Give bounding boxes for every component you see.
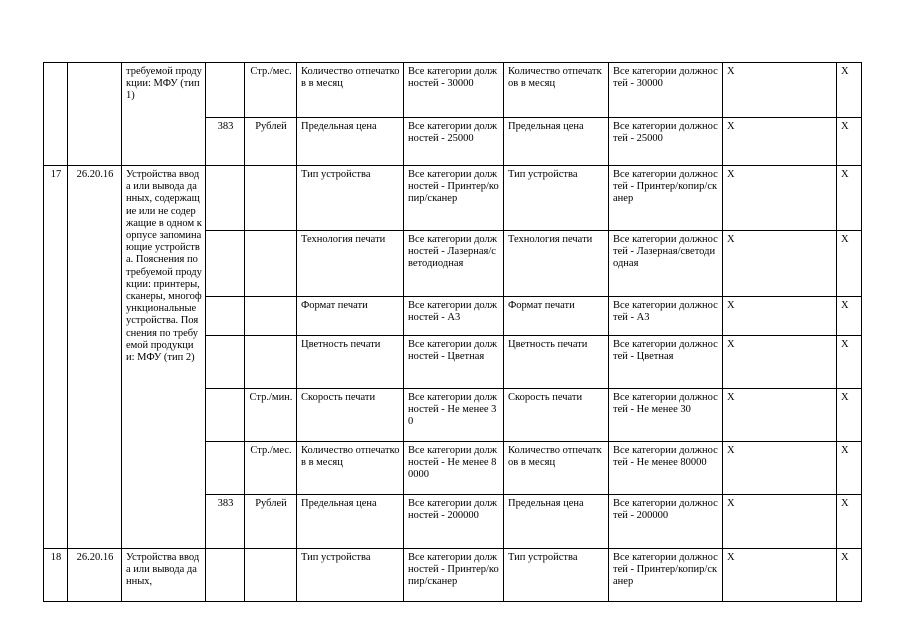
row-number-cell: 17	[44, 166, 68, 549]
approved-characteristic-name-cell: Формат печати	[504, 297, 609, 336]
table-row	[44, 166, 862, 231]
approved-characteristic-value-cell: Все категории должностей - Лазерная/светодиодная	[609, 231, 723, 297]
characteristic-name-cell: Количество отпечатков в месяц	[297, 442, 404, 495]
justification-cell: Х	[723, 166, 837, 231]
justification-cell: Х	[723, 63, 837, 118]
okei-code-cell	[206, 336, 245, 389]
product-description-cell: Устройства ввода или вывода данных, содержащие или не содержащие в одном корпусе запоминающие устройства. Пояснения по требуемой продукции: принтеры, сканеры, многофункциональные устройства. Пояснения по требуемой продукции: МФУ (тип 2)	[122, 166, 206, 549]
okei-code-cell	[206, 297, 245, 336]
table-row	[44, 549, 862, 602]
characteristic-value-cell: Все категории должностей - Цветная	[404, 336, 504, 389]
justification-cell: Х	[723, 297, 837, 336]
function-cell: Х	[837, 118, 862, 166]
approved-characteristic-value-cell: Все категории должностей - 30000	[609, 63, 723, 118]
justification-cell: Х	[723, 231, 837, 297]
unit-cell	[245, 336, 297, 389]
okpd2-code-cell: 26.20.16	[68, 166, 122, 549]
approved-characteristic-name-cell: Технология печати	[504, 231, 609, 297]
approved-characteristic-name-cell: Цветность печати	[504, 336, 609, 389]
approved-characteristic-name-cell: Предельная цена	[504, 495, 609, 549]
justification-cell: Х	[723, 549, 837, 602]
okei-code-cell	[206, 63, 245, 118]
characteristic-value-cell: Все категории должностей - Принтер/копир/сканер	[404, 549, 504, 602]
function-cell: Х	[837, 63, 862, 118]
characteristic-value-cell: Все категории должностей - Принтер/копир/сканер	[404, 166, 504, 231]
characteristic-name-cell: Цветность печати	[297, 336, 404, 389]
characteristic-value-cell: Все категории должностей - А3	[404, 297, 504, 336]
product-description-cell: требуемой продукции: МФУ (тип 1)	[122, 63, 206, 166]
characteristic-name-cell: Технология печати	[297, 231, 404, 297]
characteristic-name-cell: Скорость печати	[297, 389, 404, 442]
approved-characteristic-name-cell: Скорость печати	[504, 389, 609, 442]
okei-code-cell: 383	[206, 118, 245, 166]
characteristic-value-cell: Все категории должностей - Лазерная/светодиодная	[404, 231, 504, 297]
justification-cell: Х	[723, 336, 837, 389]
approved-characteristic-value-cell: Все категории должностей - А3	[609, 297, 723, 336]
unit-cell	[245, 166, 297, 231]
unit-cell: Стр./мин.	[245, 389, 297, 442]
okpd2-code-cell: 26.20.16	[68, 549, 122, 602]
unit-cell	[245, 231, 297, 297]
approved-characteristic-name-cell: Тип устройства	[504, 549, 609, 602]
approved-characteristic-value-cell: Все категории должностей - Цветная	[609, 336, 723, 389]
approved-characteristic-value-cell: Все категории должностей - 200000	[609, 495, 723, 549]
unit-cell: Стр./мес.	[245, 442, 297, 495]
okei-code-cell: 383	[206, 495, 245, 549]
function-cell: Х	[837, 495, 862, 549]
okpd2-code-cell	[68, 63, 122, 166]
approved-characteristic-value-cell: Все категории должностей - Не менее 80000	[609, 442, 723, 495]
approved-characteristic-name-cell: Предельная цена	[504, 118, 609, 166]
characteristic-name-cell: Тип устройства	[297, 166, 404, 231]
function-cell: Х	[837, 231, 862, 297]
okei-code-cell	[206, 166, 245, 231]
approved-characteristic-name-cell: Количество отпечатков в месяц	[504, 63, 609, 118]
unit-cell	[245, 297, 297, 336]
unit-cell: Рублей	[245, 118, 297, 166]
justification-cell: Х	[723, 495, 837, 549]
okei-code-cell	[206, 442, 245, 495]
justification-cell: Х	[723, 389, 837, 442]
characteristic-value-cell: Все категории должностей - Не менее 80000	[404, 442, 504, 495]
okei-code-cell	[206, 231, 245, 297]
justification-cell: Х	[723, 118, 837, 166]
approved-characteristic-value-cell: Все категории должностей - Не менее 30	[609, 389, 723, 442]
approved-characteristic-value-cell: Все категории должностей - 25000	[609, 118, 723, 166]
approved-characteristic-name-cell: Количество отпечатков в месяц	[504, 442, 609, 495]
okei-code-cell	[206, 389, 245, 442]
function-cell: Х	[837, 336, 862, 389]
approved-characteristic-name-cell: Тип устройства	[504, 166, 609, 231]
row-number-cell: 18	[44, 549, 68, 602]
characteristic-value-cell: Все категории должностей - Не менее 30	[404, 389, 504, 442]
approved-characteristic-value-cell: Все категории должностей - Принтер/копир/сканер	[609, 549, 723, 602]
row-number-cell	[44, 63, 68, 166]
characteristic-name-cell: Количество отпечатков в месяц	[297, 63, 404, 118]
function-cell: Х	[837, 166, 862, 231]
characteristic-value-cell: Все категории должностей - 30000	[404, 63, 504, 118]
characteristic-name-cell: Формат печати	[297, 297, 404, 336]
function-cell: Х	[837, 297, 862, 336]
characteristic-value-cell: Все категории должностей - 25000	[404, 118, 504, 166]
characteristic-name-cell: Предельная цена	[297, 118, 404, 166]
product-description-cell: Устройства ввода или вывода данных,	[122, 549, 206, 602]
characteristic-name-cell: Предельная цена	[297, 495, 404, 549]
characteristic-name-cell: Тип устройства	[297, 549, 404, 602]
table-row	[44, 63, 862, 118]
justification-cell: Х	[723, 442, 837, 495]
unit-cell	[245, 549, 297, 602]
okei-code-cell	[206, 549, 245, 602]
function-cell: Х	[837, 389, 862, 442]
unit-cell: Рублей	[245, 495, 297, 549]
unit-cell: Стр./мес.	[245, 63, 297, 118]
function-cell: Х	[837, 442, 862, 495]
function-cell: Х	[837, 549, 862, 602]
approved-characteristic-value-cell: Все категории должностей - Принтер/копир/сканер	[609, 166, 723, 231]
characteristic-value-cell: Все категории должностей - 200000	[404, 495, 504, 549]
requirements-table	[43, 62, 862, 602]
